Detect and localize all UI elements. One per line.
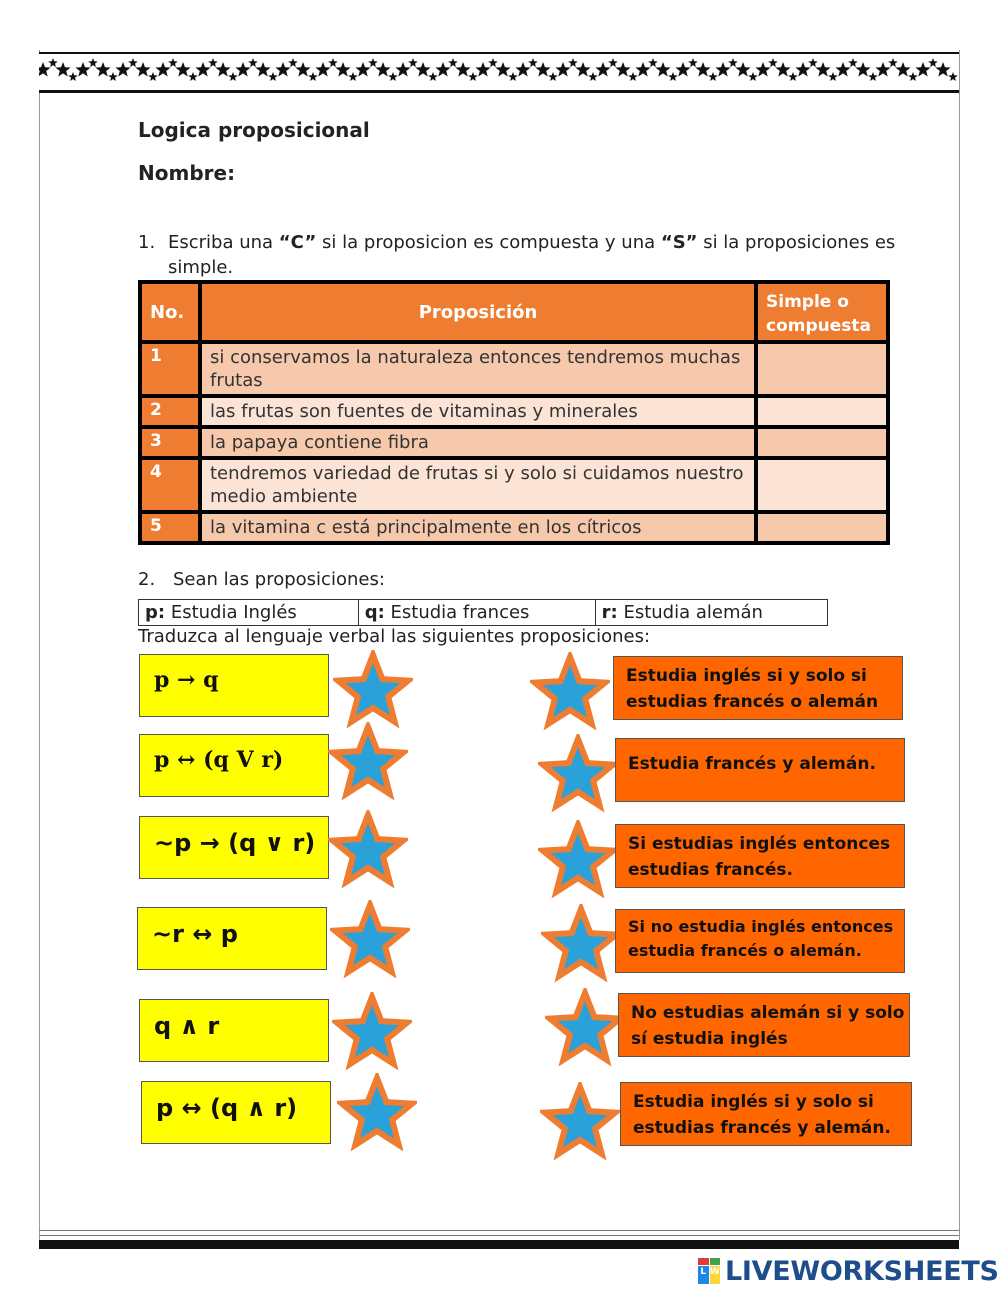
- border-star-icon: [728, 58, 738, 67]
- border-star-icon: [228, 72, 238, 81]
- answer-box-5: No estudias alemán si y solo sí estudia inglés: [618, 993, 910, 1057]
- left-match-star-6[interactable]: [337, 1073, 417, 1153]
- border-star-icon: [315, 62, 330, 77]
- border-star-icon: [768, 58, 778, 67]
- variable-r: r: Estudia alemán: [595, 600, 827, 626]
- right-match-star-3[interactable]: [538, 820, 618, 900]
- border-star-icon: [75, 62, 90, 77]
- border-star-icon: [88, 58, 98, 67]
- border-star-icon: [775, 62, 790, 77]
- border-star-icon: [675, 62, 690, 77]
- border-star-icon: [335, 62, 350, 77]
- row-proposition: la papaya contiene fibra: [200, 427, 756, 458]
- border-star-icon: [455, 62, 470, 77]
- border-star-icon: [48, 58, 58, 67]
- border-star-icon: [548, 72, 558, 81]
- border-star-icon: [408, 58, 418, 67]
- border-star-icon: [375, 62, 390, 77]
- left-match-star-4[interactable]: [330, 900, 410, 980]
- border-star-icon: [568, 58, 578, 67]
- border-star-icon: [95, 62, 110, 77]
- border-star-icon: [128, 58, 138, 67]
- border-star-icon: [148, 72, 158, 81]
- border-star-icon: [695, 62, 710, 77]
- border-star-icon: [888, 58, 898, 67]
- brand-name: LIVEWORKSHEETS: [725, 1255, 999, 1287]
- border-star-icon: [848, 58, 858, 67]
- border-star-icon: [948, 72, 958, 81]
- border-star-icon: [588, 72, 598, 81]
- border-star-icon: [535, 62, 550, 77]
- table-row: [140, 427, 888, 458]
- row-number: 1: [140, 342, 200, 396]
- border-star-icon: [348, 72, 358, 81]
- border-star-icon: [235, 62, 250, 77]
- name-label: Nombre:: [138, 161, 236, 185]
- border-star-icon: [248, 58, 258, 67]
- border-star-icon: [255, 62, 270, 77]
- row-proposition: las frutas son fuentes de vitaminas y minerales: [200, 396, 756, 427]
- border-star-icon: [355, 62, 370, 77]
- variable-q: q: Estudia frances: [358, 600, 595, 626]
- question-1-number: 1.: [138, 232, 156, 253]
- decorative-star-border: [39, 52, 959, 93]
- border-star-icon: [395, 62, 410, 77]
- border-star-icon: [495, 62, 510, 77]
- question-1: [138, 230, 898, 280]
- border-star-icon: [488, 58, 498, 67]
- question-1-text: Escriba una “C” si la proposicion es compuesta y una “S” si la proposiciones es simple.: [168, 232, 896, 278]
- border-star-icon: [648, 58, 658, 67]
- border-star-icon: [175, 62, 190, 77]
- formula-box-3: ~p → (q ∨ r): [139, 816, 329, 879]
- border-star-icon: [628, 72, 638, 81]
- row-proposition: si conservamos la naturaleza entonces tendremos muchas frutas: [200, 342, 756, 396]
- border-star-icon: [828, 72, 838, 81]
- border-star-icon: [655, 62, 670, 77]
- answer-box-4: Si no estudia inglés entonces estudia francés o alemán.: [615, 909, 905, 973]
- border-star-icon: [135, 62, 150, 77]
- footer-rule: [39, 1230, 959, 1249]
- variable-p: p: Estudia Inglés: [139, 600, 359, 626]
- border-star-icon: [295, 62, 310, 77]
- formula-box-6: p ↔ (q ∧ r): [141, 1081, 331, 1144]
- border-star-icon: [835, 62, 850, 77]
- row-number: 5: [140, 512, 200, 543]
- border-star-icon: [788, 72, 798, 81]
- border-star-icon: [288, 58, 298, 67]
- border-star-icon: [635, 62, 650, 77]
- question-2-number: 2.: [138, 569, 156, 590]
- right-match-star-6[interactable]: [540, 1082, 620, 1162]
- propositions-table: [138, 280, 890, 545]
- table-row: [140, 512, 888, 543]
- answer-box-6: Estudia inglés si y solo si estudias francés y alemán.: [620, 1082, 912, 1146]
- row-number: 4: [140, 458, 200, 512]
- answer-box-1: Estudia inglés si y solo si estudias francés o alemán: [613, 656, 903, 720]
- border-star-icon: [195, 62, 210, 77]
- answer-cell-5[interactable]: [756, 512, 888, 543]
- border-star-icon: [108, 72, 118, 81]
- border-star-icon: [528, 58, 538, 67]
- left-match-star-1[interactable]: [333, 650, 413, 730]
- border-star-icon: [755, 62, 770, 77]
- answer-cell-4[interactable]: [756, 458, 888, 512]
- border-star-icon: [908, 72, 918, 81]
- table-row: [140, 396, 888, 427]
- answer-cell-1[interactable]: [756, 342, 888, 396]
- border-star-icon: [748, 72, 758, 81]
- right-match-star-2[interactable]: [538, 734, 618, 814]
- border-star-icon: [39, 62, 51, 77]
- border-star-icon: [208, 58, 218, 67]
- border-star-icon: [308, 72, 318, 81]
- border-star-icon: [428, 72, 438, 81]
- border-star-icon: [155, 62, 170, 77]
- border-star-icon: [555, 62, 570, 77]
- border-star-icon: [928, 58, 938, 67]
- answer-box-3: Si estudias inglés entonces estudias francés.: [615, 824, 905, 888]
- border-star-icon: [575, 62, 590, 77]
- header-proposition: Proposición: [200, 282, 756, 342]
- table-header-row: [140, 282, 888, 342]
- border-star-icon: [708, 72, 718, 81]
- border-star-icon: [368, 58, 378, 67]
- row-proposition: la vitamina c está principalmente en los cítricos: [200, 512, 756, 543]
- border-star-icon: [188, 72, 198, 81]
- formula-box-1: p → q: [139, 654, 329, 717]
- border-star-icon: [815, 62, 830, 77]
- table-row: [140, 342, 888, 396]
- translate-instruction: Traduzca al lenguaje verbal las siguientes proposiciones:: [138, 626, 651, 647]
- border-star-icon: [275, 62, 290, 77]
- border-star-icon: [855, 62, 870, 77]
- variables-row: [139, 600, 828, 626]
- border-star-icon: [608, 58, 618, 67]
- border-star-icon: [55, 62, 70, 77]
- border-star-icon: [415, 62, 430, 77]
- formula-box-2: p ↔ (q V r): [139, 734, 329, 797]
- right-match-star-4[interactable]: [541, 904, 621, 984]
- border-star-icon: [935, 62, 950, 77]
- border-star-icon: [915, 62, 930, 77]
- border-star-icon: [115, 62, 130, 77]
- border-star-icon: [668, 72, 678, 81]
- border-star-icon: [795, 62, 810, 77]
- header-simple-or-compound: Simple o compuesta: [756, 282, 888, 342]
- border-star-icon: [328, 58, 338, 67]
- right-match-star-5[interactable]: [545, 988, 625, 1068]
- answer-box-2: Estudia francés y alemán.: [615, 738, 905, 802]
- variables-table: [138, 599, 828, 626]
- worksheet-title: Logica proposicional: [138, 118, 370, 142]
- border-star-icon: [215, 62, 230, 77]
- border-star-icon: [268, 72, 278, 81]
- border-star-icon: [808, 58, 818, 67]
- answer-cell-3[interactable]: [756, 427, 888, 458]
- table-row: [140, 458, 888, 512]
- question-2-text: Sean las proposiciones:: [173, 569, 385, 590]
- question-2: [138, 569, 385, 590]
- liveworksheets-logo-icon: L W: [698, 1258, 720, 1284]
- border-star-icon: [475, 62, 490, 77]
- border-star-icon: [515, 62, 530, 77]
- border-star-icon: [388, 72, 398, 81]
- border-star-icon: [508, 72, 518, 81]
- left-match-star-2[interactable]: [328, 722, 408, 802]
- border-star-icon: [895, 62, 910, 77]
- row-number: 3: [140, 427, 200, 458]
- border-star-icon: [875, 62, 890, 77]
- formula-box-4: ~r ↔ p: [137, 907, 327, 970]
- answer-cell-2[interactable]: [756, 396, 888, 427]
- header-no: No.: [140, 282, 200, 342]
- liveworksheets-brand: [698, 1254, 999, 1288]
- border-star-icon: [688, 58, 698, 67]
- border-star-icon: [468, 72, 478, 81]
- row-number: 2: [140, 396, 200, 427]
- right-match-star-1[interactable]: [530, 652, 610, 732]
- left-match-star-3[interactable]: [328, 810, 408, 890]
- border-star-icon: [448, 58, 458, 67]
- border-star-icon: [615, 62, 630, 77]
- border-star-icon: [168, 58, 178, 67]
- border-star-icon: [868, 72, 878, 81]
- left-match-star-5[interactable]: [332, 992, 412, 1072]
- border-star-icon: [715, 62, 730, 77]
- border-star-icon: [435, 62, 450, 77]
- row-proposition: tendremos variedad de frutas si y solo si cuidamos nuestro medio ambiente: [200, 458, 756, 512]
- border-star-icon: [735, 62, 750, 77]
- border-star-icon: [595, 62, 610, 77]
- border-star-icon: [68, 72, 78, 81]
- formula-box-5: q ∧ r: [139, 999, 329, 1062]
